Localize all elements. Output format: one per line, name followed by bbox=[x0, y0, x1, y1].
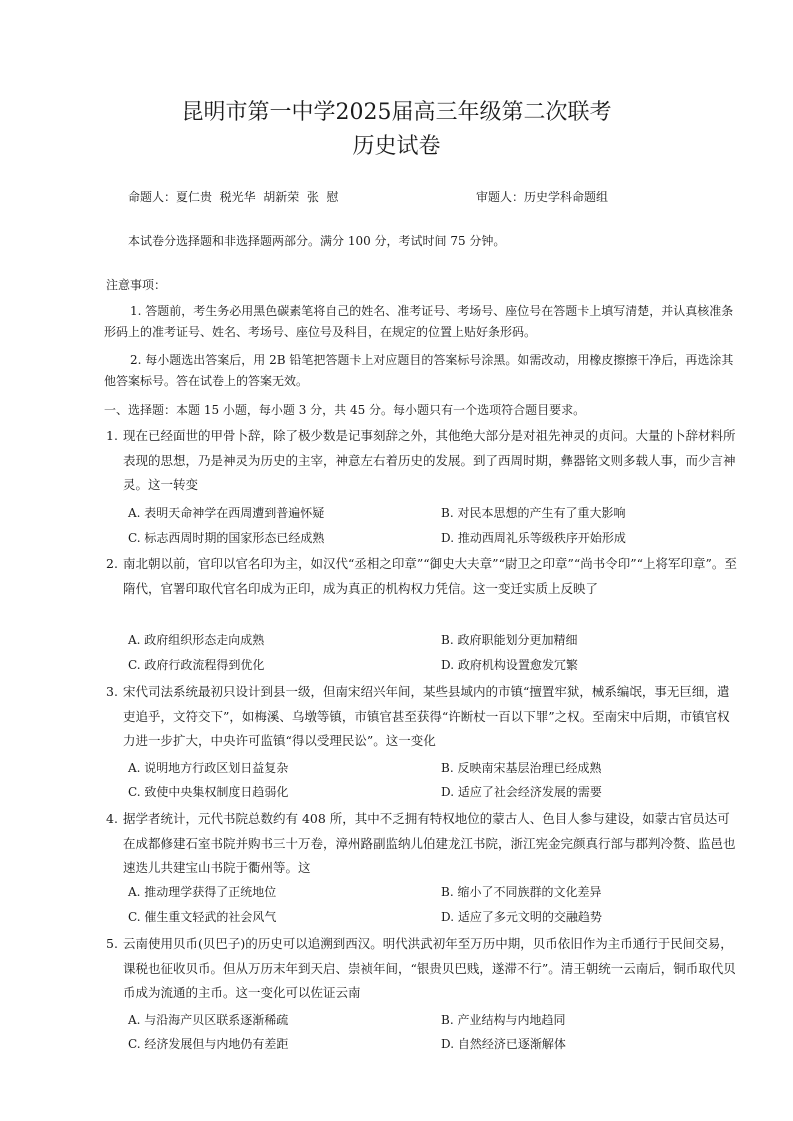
option-d: D. 适应了多元文明的交融趋势 bbox=[441, 910, 602, 924]
question-stem: 现在已经面世的甲骨卜辞，除了极少数是记事刻辞之外，其他绝大部分是对祖先神灵的贞问。大量的卜辞材料所表现的思想，乃是神灵为历史的主宰，神意左右着历史的发展。到了西周时期，彝器铭文则多载人事，而少言神灵。这一转变 bbox=[123, 428, 736, 492]
question-3 bbox=[106, 680, 740, 754]
option-d: D. 推动西周礼乐等级秩序开始形成 bbox=[441, 531, 626, 545]
option-c: C. 催生重文轻武的社会风气 bbox=[128, 910, 277, 924]
notes-item-1: 1. 答题前，考生务必用黑色碳素笔将自己的姓名、准考证号、考场号、座位号在答题卡上填写清楚，并认真核准条形码上的准考证号、姓名、考场号、座位号及科目，在规定的位置上贴好条形码。 bbox=[104, 304, 734, 339]
question-number: 2. bbox=[106, 556, 118, 571]
question-number: 4. bbox=[106, 811, 118, 826]
question-number: 3. bbox=[106, 684, 118, 699]
question-number: 1. bbox=[106, 428, 118, 443]
question-stem: 南北朝以前，官印以官名印为主，如汉代“丞相之印章”“御史大夫章”“尉卫之印章”“尚书令印”“上将军印章”。至隋代，官署印取代官名印成为正印，成为真正的机构权力凭信。这一变迁实质上反映了 bbox=[123, 556, 737, 596]
option-b: B. 政府职能划分更加精细 bbox=[441, 633, 578, 647]
question-stem: 宋代司法系统最初只设计到县一级，但南宋绍兴年间，某些县域内的市镇“擅置牢狱，械系编氓，事无巨细，遣吏追乎，文符交下”，如梅溪、乌墩等镇，市镇官甚至获得“许断杖一百以下罪”之权。至南宋中后期，市镇官权力进一步扩大，中央许可监镇“得以受理民讼”。这一变化 bbox=[123, 684, 730, 748]
option-c: C. 政府行政流程得到优化 bbox=[128, 658, 265, 672]
option-c: C. 经济发展但与内地仍有差距 bbox=[128, 1037, 289, 1051]
option-d: D. 自然经济已逐渐解体 bbox=[441, 1037, 566, 1051]
exam-subject: 历史试卷 bbox=[352, 134, 441, 159]
reviewer-line: 审题人：历史学科命题组 bbox=[476, 190, 609, 204]
option-d: D. 政府机构设置愈发冗繁 bbox=[441, 658, 578, 672]
option-b: B. 缩小了不同族群的文化差异 bbox=[441, 885, 602, 899]
notes-title: 注意事项： bbox=[106, 278, 167, 292]
option-b: B. 产业结构与内地趋同 bbox=[441, 1013, 566, 1027]
option-a: A. 表明天命神学在西周遭到普遍怀疑 bbox=[128, 506, 325, 520]
authors-line: 命题人：夏仁贵 税光华 胡新荣 张 慰 bbox=[128, 190, 339, 204]
question-5 bbox=[106, 932, 740, 1006]
option-a: A. 政府组织形态走向成熟 bbox=[128, 633, 265, 647]
option-a: A. 说明地方行政区划日益复杂 bbox=[128, 761, 289, 775]
section-heading: 一、选择题：本题 15 小题，每小题 3 分，共 45 分。每小题只有一个选项符合题目要求。 bbox=[104, 403, 586, 417]
notes-item-2: 2. 每小题选出答案后，用 2B 铅笔把答题卡上对应题目的答案标号涂黑。如需改动，用橡皮擦擦干净后，再选涂其他答案标号。答在试卷上的答案无效。 bbox=[104, 353, 734, 388]
question-2 bbox=[106, 552, 740, 601]
option-a: A. 推动理学获得了正统地位 bbox=[128, 885, 277, 899]
option-b: B. 反映南宋基层治理已经成熟 bbox=[441, 761, 602, 775]
question-1 bbox=[106, 424, 740, 498]
option-b: B. 对民本思想的产生有了重大影响 bbox=[441, 506, 626, 520]
option-d: D. 适应了社会经济发展的需要 bbox=[441, 785, 602, 799]
question-stem: 据学者统计，元代书院总数约有 408 所，其中不乏拥有特权地位的蒙古人、色目人参与建设，如蒙古官员达可在成都修建石室书院并购书三十万卷，漳州路副监纳儿伯建龙江书院，浙江宪金完颜真行部与郡判冷赘、监邑也速迭儿共建宝山书院于衢州等。这 bbox=[123, 811, 736, 875]
question-number: 5. bbox=[106, 936, 118, 951]
option-c: C. 致使中央集权制度日趋弱化 bbox=[128, 785, 289, 799]
option-c: C. 标志西周时期的国家形态已经成熟 bbox=[128, 531, 325, 545]
exam-title: 昆明市第一中学2025届高三年级第二次联考 bbox=[181, 100, 612, 125]
question-4 bbox=[106, 807, 740, 881]
exam-intro: 本试卷分选择题和非选择题两部分。满分 100 分，考试时间 75 分钟。 bbox=[128, 234, 506, 248]
option-a: A. 与沿海产贝区联系逐渐稀疏 bbox=[128, 1013, 289, 1027]
question-stem: 云南使用贝币(贝巴子)的历史可以追溯到西汉。明代洪武初年至万历中期，贝币依旧作为主币通行于民间交易，课税也征收贝币。但从万历末年到天启、崇祯年间，“银贵贝巴贱，遂滞不行”。清王朝统一云南后，铜币取代贝币成为流通的主币。这一变化可以佐证云南 bbox=[123, 936, 736, 1000]
